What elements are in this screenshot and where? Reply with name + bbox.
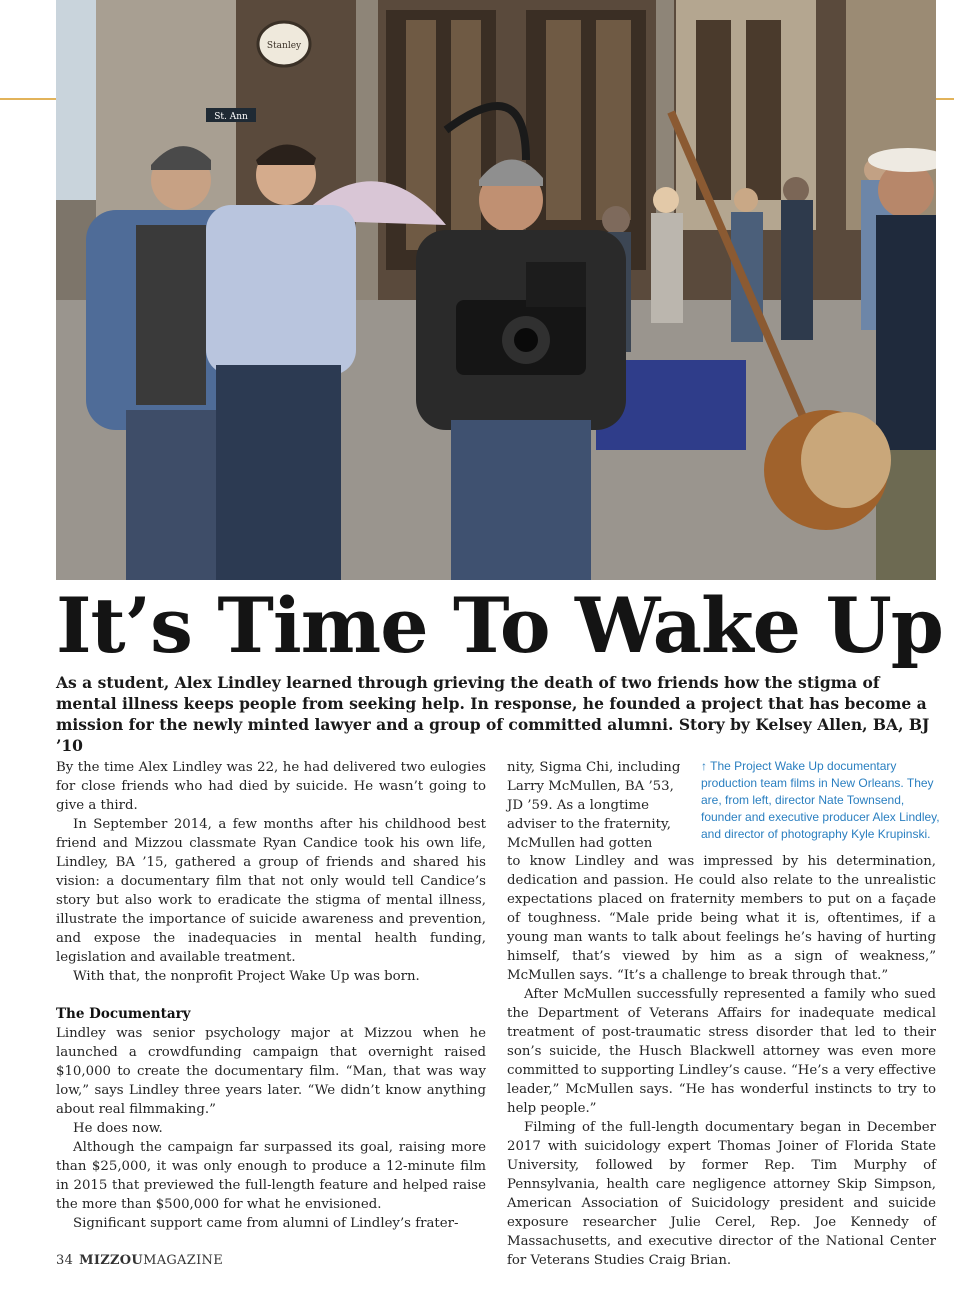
article-dek: As a student, Alex Lindley learned through grieving the death of two friends how the stigma of mental illness keeps people from seeking help. In response, he founded a project that has become a mission for the newly minted lawyer and a group of committed alumni. Story by Kelsey Allen, BA, BJ ’10 bbox=[56, 673, 930, 755]
top-accent-line bbox=[0, 98, 56, 100]
magazine-brand-bold: MIZZOU bbox=[79, 1253, 144, 1268]
body-paragraph: to know Lindley and was impressed by his determination, dedication and passion. He could also relate to the unrealistic expectations placed on fraternity members to put on a façade of toughness. “Male pride being what it is, oftentimes, if a young man wants to talk about feelings he’s having of hurting himself, that’s viewed by him as a sign of weakness,” McMullen says. “It’s a challenge to break through that.” bbox=[507, 854, 936, 983]
body-paragraph: By the time Alex Lindley was 22, he had delivered two eulogies for close friends who had died by suicide. He wasn’t going to give a third. bbox=[56, 760, 486, 813]
article-headline: It’s Time To Wake Up bbox=[56, 581, 943, 670]
top-accent-line bbox=[936, 98, 954, 100]
right-column bbox=[507, 852, 936, 1270]
section-subhead: The Documentary bbox=[56, 1006, 191, 1022]
left-column bbox=[56, 758, 486, 1233]
shop-sign-text: Stanley bbox=[266, 41, 302, 51]
body-paragraph: nity, Sigma Chi, including Larry McMullen, BA ’53, JD ’59. As a longtime adviser to the fraternity, McMullen had gotten bbox=[507, 760, 681, 851]
page-footer bbox=[56, 1253, 223, 1268]
body-paragraph: In September 2014, a few months after his childhood best friend and Mizzou classmate Ryan Candice took his own life, Lindley, BA ’15, gathered a group of friends and shared his vision: a documentary film that not only would tell Candice’s story but also work to eradicate the stigma of mental illness, illustrate the importance of suicide awareness and prevention, and expose the inadequacies in mental health funding, legislation and available treatment. bbox=[56, 817, 486, 965]
body-paragraph: With that, the nonprofit Project Wake Up was born. bbox=[73, 969, 420, 984]
body-paragraph: Significant support came from alumni of Lindley’s frater- bbox=[73, 1216, 459, 1231]
documentary-crew-photo bbox=[56, 0, 936, 580]
body-paragraph: Although the campaign far surpassed its goal, raising more than $25,000, it was only enough to produce a 12-minute film in 2015 that previewed the full-length feature and helped raise the more than $500,000 for what he envisioned. bbox=[56, 1140, 486, 1212]
body-paragraph: Filming of the full-length documentary began in December 2017 with suicidology expert Thomas Joiner of Florida State University, followed by former Rep. Tim Murphy of Pennsylvania, health care negligence attorney Skip Simpson, American Association of Suicidology president and suicide exposure researcher Julie Cerel, Rep. Joe Kennedy of Massachusetts, and executive director of the National Center for Veterans Studies Craig Brian. bbox=[507, 1120, 936, 1268]
photo-caption: ↑ The Project Wake Up documentary production team films in New Orleans. They are, from left, director Nate Townsend, founder and executive producer Alex Lindley, and director of photography Kyle Krupinski. bbox=[701, 759, 940, 841]
right-column-top bbox=[507, 758, 687, 853]
street-sign-text: St. Ann bbox=[214, 112, 248, 122]
body-paragraph: He does now. bbox=[73, 1121, 163, 1136]
body-paragraph: After McMullen successfully represented a family who sued the Department of Veterans Affairs for inadequate medical treatment of post-traumatic stress disorder that led to their son’s suicide, the Husch Blackwell attorney was even more committed to supporting Lindley’s cause. “He’s a very effective leader,” McMullen says. “He has wonderful instincts to try to help people.” bbox=[507, 987, 936, 1116]
magazine-brand-light: MAGAZINE bbox=[143, 1253, 223, 1268]
page-number: 34 bbox=[56, 1253, 74, 1268]
body-paragraph: Lindley was senior psychology major at Mizzou when he launched a crowdfunding campaign that overnight raised $10,000 to create the documentary film. “Man, that was way low,” says Lindley three years later. “We didn’t know anything about real filmmaking.” bbox=[56, 1026, 486, 1117]
